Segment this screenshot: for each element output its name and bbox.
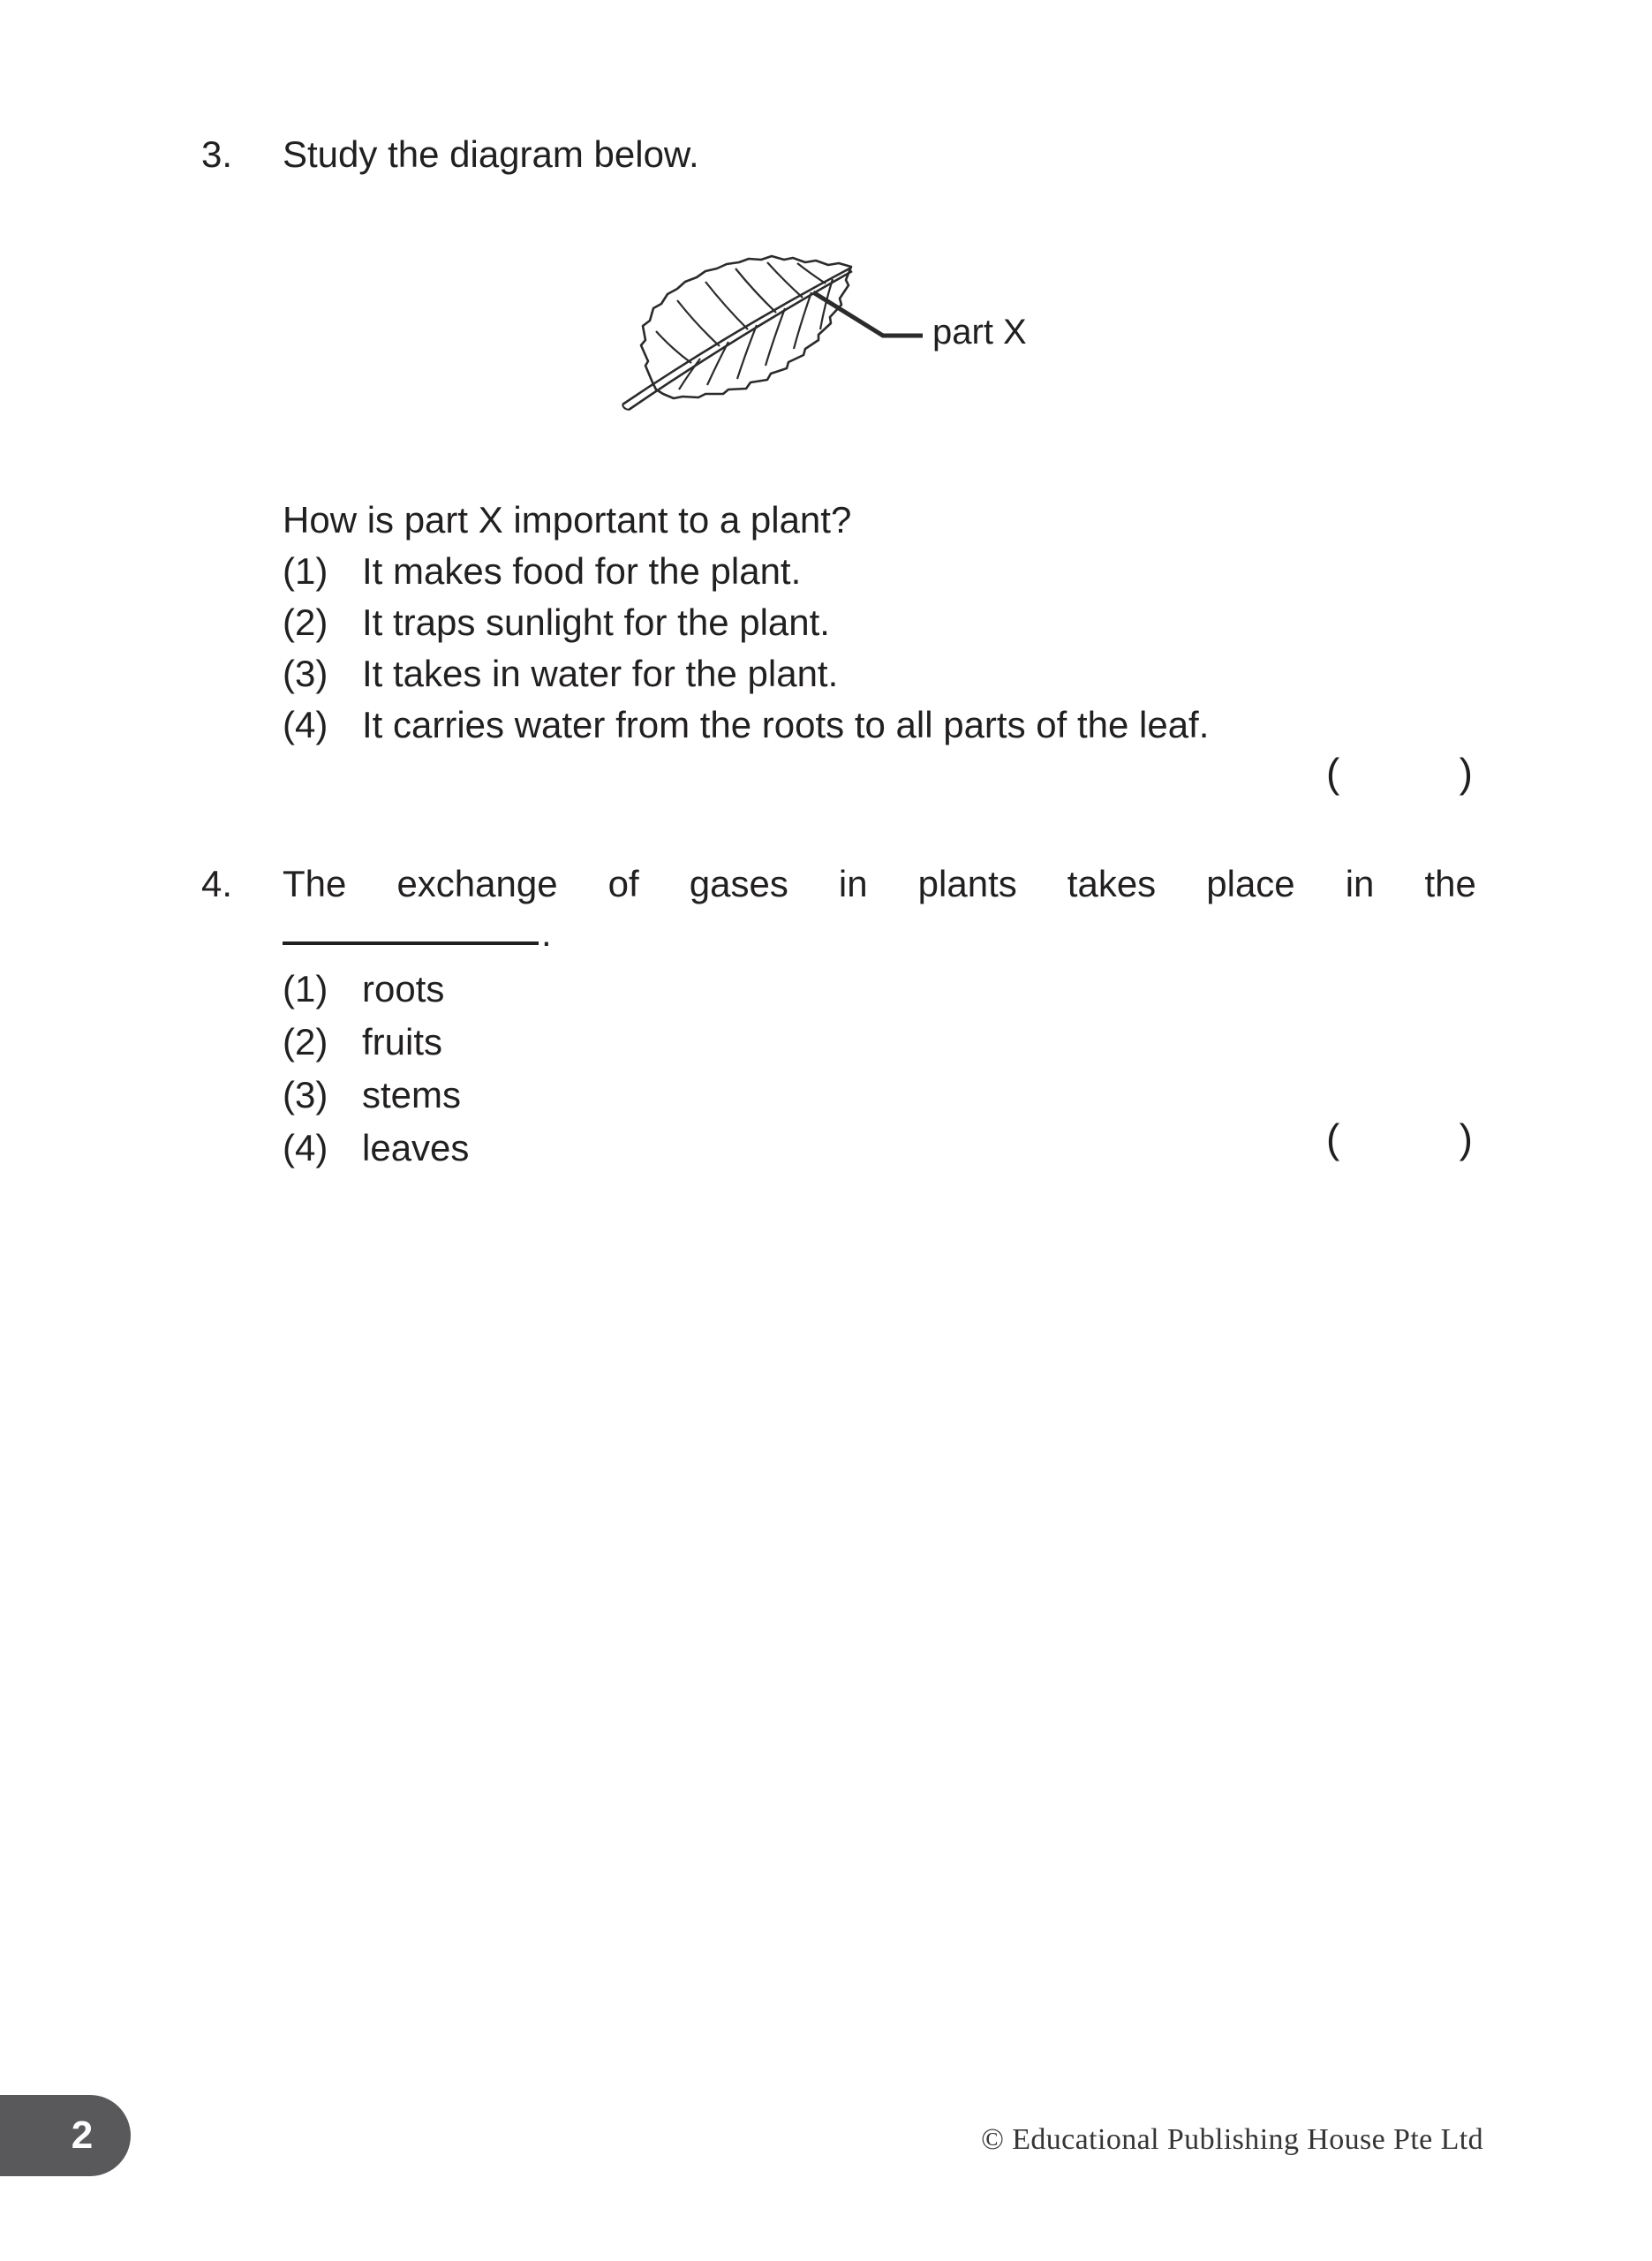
option-number: (1) bbox=[283, 550, 328, 592]
bracket-open: ( bbox=[1326, 750, 1340, 796]
leaf-veins-lower bbox=[679, 279, 833, 389]
option-row bbox=[283, 1122, 469, 1175]
blank-underline bbox=[283, 901, 539, 945]
stem-word: in bbox=[1345, 863, 1375, 904]
option-number: (3) bbox=[283, 1074, 328, 1115]
option-text: It takes in water for the plant. bbox=[362, 653, 839, 694]
option-row bbox=[283, 699, 1209, 751]
answer-bracket-q4 bbox=[1326, 1113, 1473, 1164]
option-number: (3) bbox=[283, 653, 328, 694]
option-row bbox=[283, 963, 469, 1016]
page-number: 2 bbox=[71, 2114, 94, 2157]
blank-period: . bbox=[541, 912, 552, 954]
leaf-stem-tip bbox=[622, 405, 629, 410]
answer-bracket-q3 bbox=[1326, 747, 1473, 798]
question-3-prompt: Study the diagram below. bbox=[283, 133, 699, 175]
option-text: It carries water from the roots to all parts of the leaf. bbox=[362, 704, 1210, 745]
option-number: (1) bbox=[283, 968, 328, 1010]
stem-word: takes bbox=[1067, 863, 1157, 904]
option-number: (4) bbox=[283, 1127, 328, 1168]
option-row bbox=[283, 1069, 469, 1122]
fill-in-blank bbox=[283, 901, 552, 954]
option-number: (2) bbox=[283, 1021, 328, 1062]
copyright-text: © Educational Publishing House Pte Ltd bbox=[981, 2123, 1483, 2156]
option-row bbox=[283, 546, 1209, 597]
figure-label-part-x: part X bbox=[932, 313, 1027, 352]
question-4-body bbox=[201, 963, 469, 1175]
stem-word: of bbox=[607, 863, 639, 904]
bracket-close: ) bbox=[1459, 1115, 1473, 1161]
option-text: leaves bbox=[362, 1127, 470, 1168]
question-3-body bbox=[201, 495, 1209, 751]
question-3-heading bbox=[201, 129, 699, 180]
question-4-number: 4. bbox=[201, 863, 233, 904]
option-text: stems bbox=[362, 1074, 462, 1115]
stem-word: the bbox=[1424, 863, 1476, 904]
option-row bbox=[283, 1016, 469, 1069]
label-pointer-line bbox=[813, 292, 923, 336]
option-number: (4) bbox=[283, 704, 328, 745]
bracket-close: ) bbox=[1459, 750, 1473, 796]
stem-word: gases bbox=[689, 863, 788, 904]
stem-word: place bbox=[1206, 863, 1295, 904]
option-text: fruits bbox=[362, 1021, 443, 1062]
leaf-diagram bbox=[612, 250, 947, 422]
page-number-badge bbox=[0, 2095, 131, 2176]
stem-word: in bbox=[838, 863, 868, 904]
option-text: roots bbox=[362, 968, 445, 1010]
question-3-number: 3. bbox=[201, 133, 233, 175]
stem-word: exchange bbox=[396, 863, 558, 904]
leaf-midrib bbox=[622, 268, 851, 405]
option-number: (2) bbox=[283, 601, 328, 643]
bracket-open: ( bbox=[1326, 1115, 1340, 1161]
stem-word: plants bbox=[917, 863, 1017, 904]
option-row bbox=[283, 597, 1209, 648]
leaf-veins-upper bbox=[656, 262, 826, 363]
option-row bbox=[283, 648, 1209, 699]
option-text: It makes food for the plant. bbox=[362, 550, 802, 592]
option-text: It traps sunlight for the plant. bbox=[362, 601, 830, 643]
question-3-stem: How is part X important to a plant? bbox=[283, 499, 852, 541]
stem-word: The bbox=[283, 863, 347, 904]
